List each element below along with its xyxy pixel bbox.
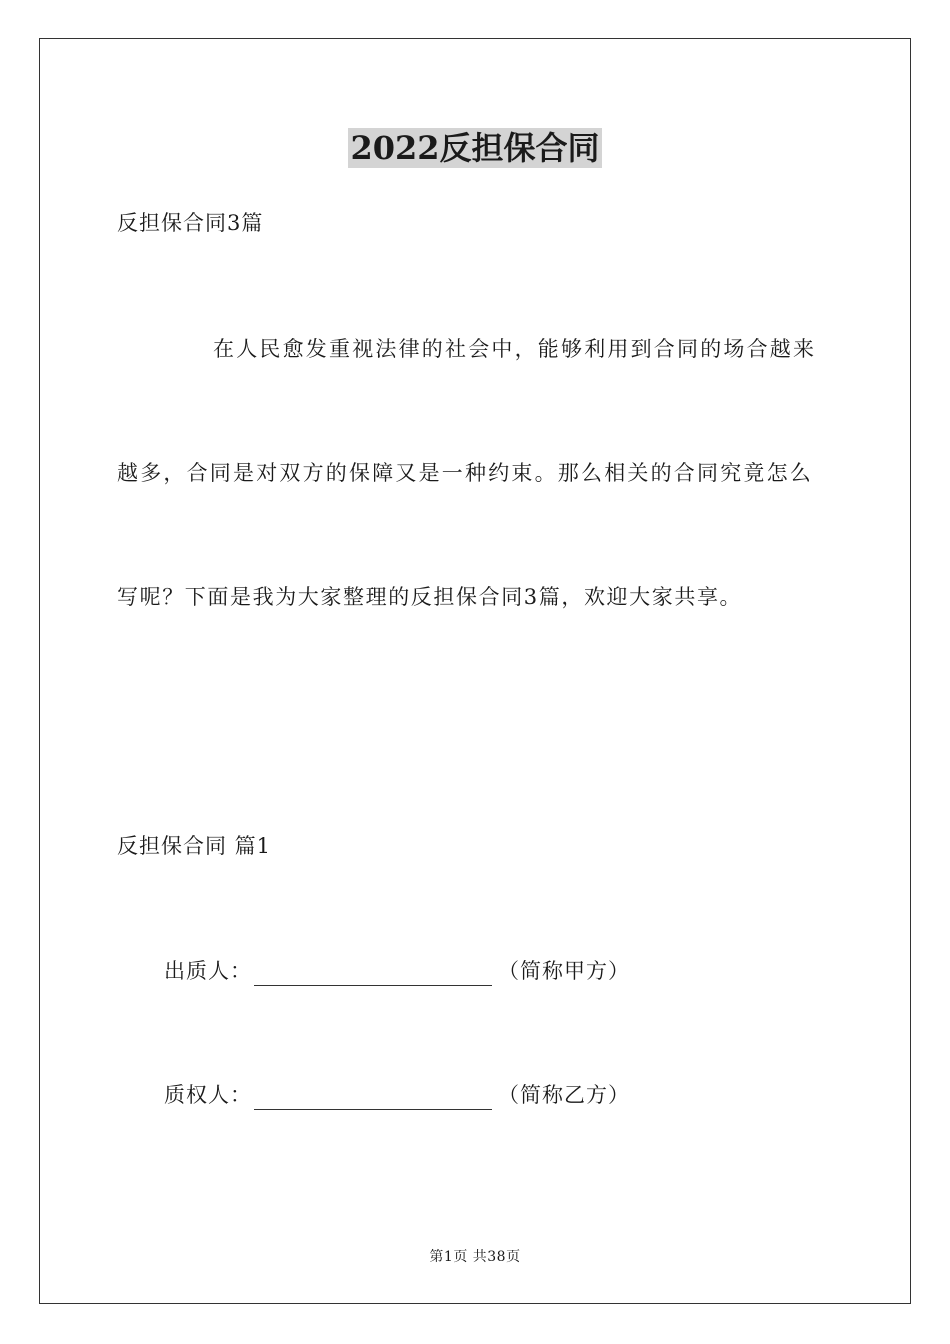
title-container [0,128,950,168]
pledgee-field [164,1080,630,1110]
section-heading: 反担保合同 篇1 [117,834,272,858]
intro-paragraph-line-1: 在人民愈发重视法律的社会中，能够利用到合同的场合越来 [213,337,817,361]
pledgor-field [164,956,630,986]
pledgee-suffix: （简称乙方） [498,1083,630,1107]
pledgor-label: 出质人： [164,959,252,983]
document-subtitle: 反担保合同3篇 [117,211,264,235]
pledgor-blank-line[interactable] [254,961,492,986]
document-title: 2022反担保合同 [350,129,600,167]
intro-paragraph-line-3: 写呢？下面是我为大家整理的反担保合同3篇，欢迎大家共享。 [117,585,743,609]
page-footer: 第1页 共38页 [429,1249,521,1265]
pledgor-suffix: （简称甲方） [498,959,630,983]
intro-paragraph-line-2: 越多，合同是对双方的保障又是一种约束。那么相关的合同究竟怎么 [117,461,813,485]
pledgee-blank-line[interactable] [254,1085,492,1110]
pledgee-label: 质权人： [164,1083,252,1107]
